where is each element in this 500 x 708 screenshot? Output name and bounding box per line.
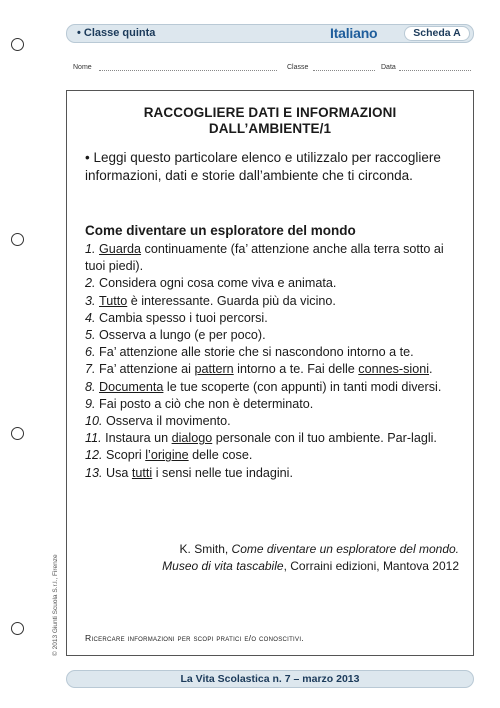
binder-hole-4: [11, 622, 24, 635]
name-label: Nome: [73, 64, 92, 71]
binder-hole-3: [11, 427, 24, 440]
item-text: Fa’ attenzione alle storie che si nascondono intorno a te.: [99, 345, 414, 360]
worksheet-title: [67, 105, 473, 137]
list-item: [85, 310, 465, 327]
item-number: 13.: [85, 465, 107, 480]
list-item: [85, 275, 465, 292]
keyword: tutti: [131, 465, 153, 480]
item-text: intorno a te. Fai delle: [233, 362, 359, 377]
footer-bar: La Vita Scolastica n. 7 – marzo 2013: [66, 670, 474, 688]
class-level: • Classe quinta: [77, 27, 156, 39]
list-item: [85, 344, 465, 361]
list-item: [85, 465, 465, 482]
item-number: 7.: [85, 362, 100, 377]
item-text: le tue scoperte (con appunti) in tanti modi diversi.: [163, 379, 442, 394]
item-text: Considera ogni cosa come viva e animata.: [99, 276, 337, 291]
item-text: personale con il tuo ambiente. Par-lagli.: [212, 431, 437, 446]
keyword: pattern: [194, 362, 234, 377]
item-text: Usa: [106, 465, 132, 480]
list-item: [85, 293, 465, 310]
sheet-badge: Scheda A: [404, 26, 470, 41]
explorer-list: [85, 241, 465, 482]
citation-book: Come diventare un esploratore del mondo.: [231, 542, 459, 556]
keyword: l’origine: [145, 448, 189, 463]
keyword: Guarda: [99, 242, 142, 256]
item-number: 8.: [85, 379, 100, 394]
keyword: connes-sioni: [358, 362, 430, 377]
item-text: Fa’ attenzione ai: [99, 362, 195, 377]
item-text: Scopri: [106, 448, 146, 463]
name-field[interactable]: [99, 70, 277, 71]
item-text: i sensi nelle tue indagini.: [152, 465, 293, 480]
list-item: [85, 396, 465, 413]
date-field[interactable]: [399, 70, 471, 71]
instructions: • Leggi questo particolare elenco e utilizzalo per raccogliere informazioni, dati e storie dall’ambiente che ti circonda.: [85, 150, 441, 183]
worksheet-frame: [66, 90, 474, 656]
item-number: 10.: [85, 414, 107, 429]
item-number: 9.: [85, 396, 100, 411]
item-text: continuamente (fa’ attenzione anche alla terra sotto ai tuoi piedi).: [85, 242, 444, 274]
item-text: Instaura un: [105, 431, 172, 446]
item-text: Osserva il movimento.: [106, 414, 231, 429]
list-item: [85, 327, 465, 344]
item-text: è interessante. Guarda più da vicino.: [127, 293, 336, 308]
title-line-2: DALL’AMBIENTE/1: [208, 121, 332, 136]
item-text: delle cose.: [188, 448, 253, 463]
list-title: Come diventare un esploratore del mondo: [85, 223, 356, 238]
item-number: 12.: [85, 448, 107, 463]
item-text: .: [429, 362, 433, 377]
binder-hole-1: [11, 38, 24, 51]
item-number: 11.: [85, 431, 106, 446]
title-line-1: RACCOGLIERE DATI E INFORMAZIONI: [143, 105, 397, 120]
list-item: [85, 413, 465, 430]
subject-label: Italiano: [330, 25, 378, 41]
item-text: Fai posto a ciò che non è determinato.: [99, 396, 314, 411]
keyword: Tutto: [99, 293, 128, 308]
item-text: Cambia spesso i tuoi percorsi.: [99, 310, 268, 325]
item-number: 2.: [85, 276, 100, 291]
list-item: [85, 361, 465, 378]
keyword: Documenta: [99, 379, 164, 394]
item-number: 5.: [85, 328, 100, 343]
list-item: [85, 241, 465, 275]
citation: [162, 541, 459, 575]
header-bar: [66, 24, 474, 43]
list-item: [85, 447, 465, 464]
citation-author: K. Smith,: [179, 542, 232, 556]
keyword: dialogo: [171, 431, 213, 446]
citation-series: Museo di vita tascabile: [162, 559, 284, 573]
class-label: Classe: [287, 64, 309, 71]
class-field[interactable]: [313, 70, 375, 71]
item-text: Osserva a lungo (e per poco).: [99, 328, 266, 343]
item-number: 3.: [85, 293, 100, 308]
list-item: [85, 430, 465, 447]
citation-publisher: , Corraini edizioni, Mantova 2012: [283, 559, 459, 573]
item-number: 4.: [85, 310, 100, 325]
list-item: [85, 379, 465, 396]
item-number: 6.: [85, 345, 100, 360]
item-number: 1.: [85, 242, 100, 256]
copyright-notice: © 2013 Giunti Scuola S.r.l., Firenze: [52, 554, 59, 656]
date-label: Data: [381, 64, 396, 71]
binder-hole-2: [11, 233, 24, 246]
learning-objective: Ricercare informazioni per scopi pratici e/o conoscitivi.: [85, 633, 304, 643]
